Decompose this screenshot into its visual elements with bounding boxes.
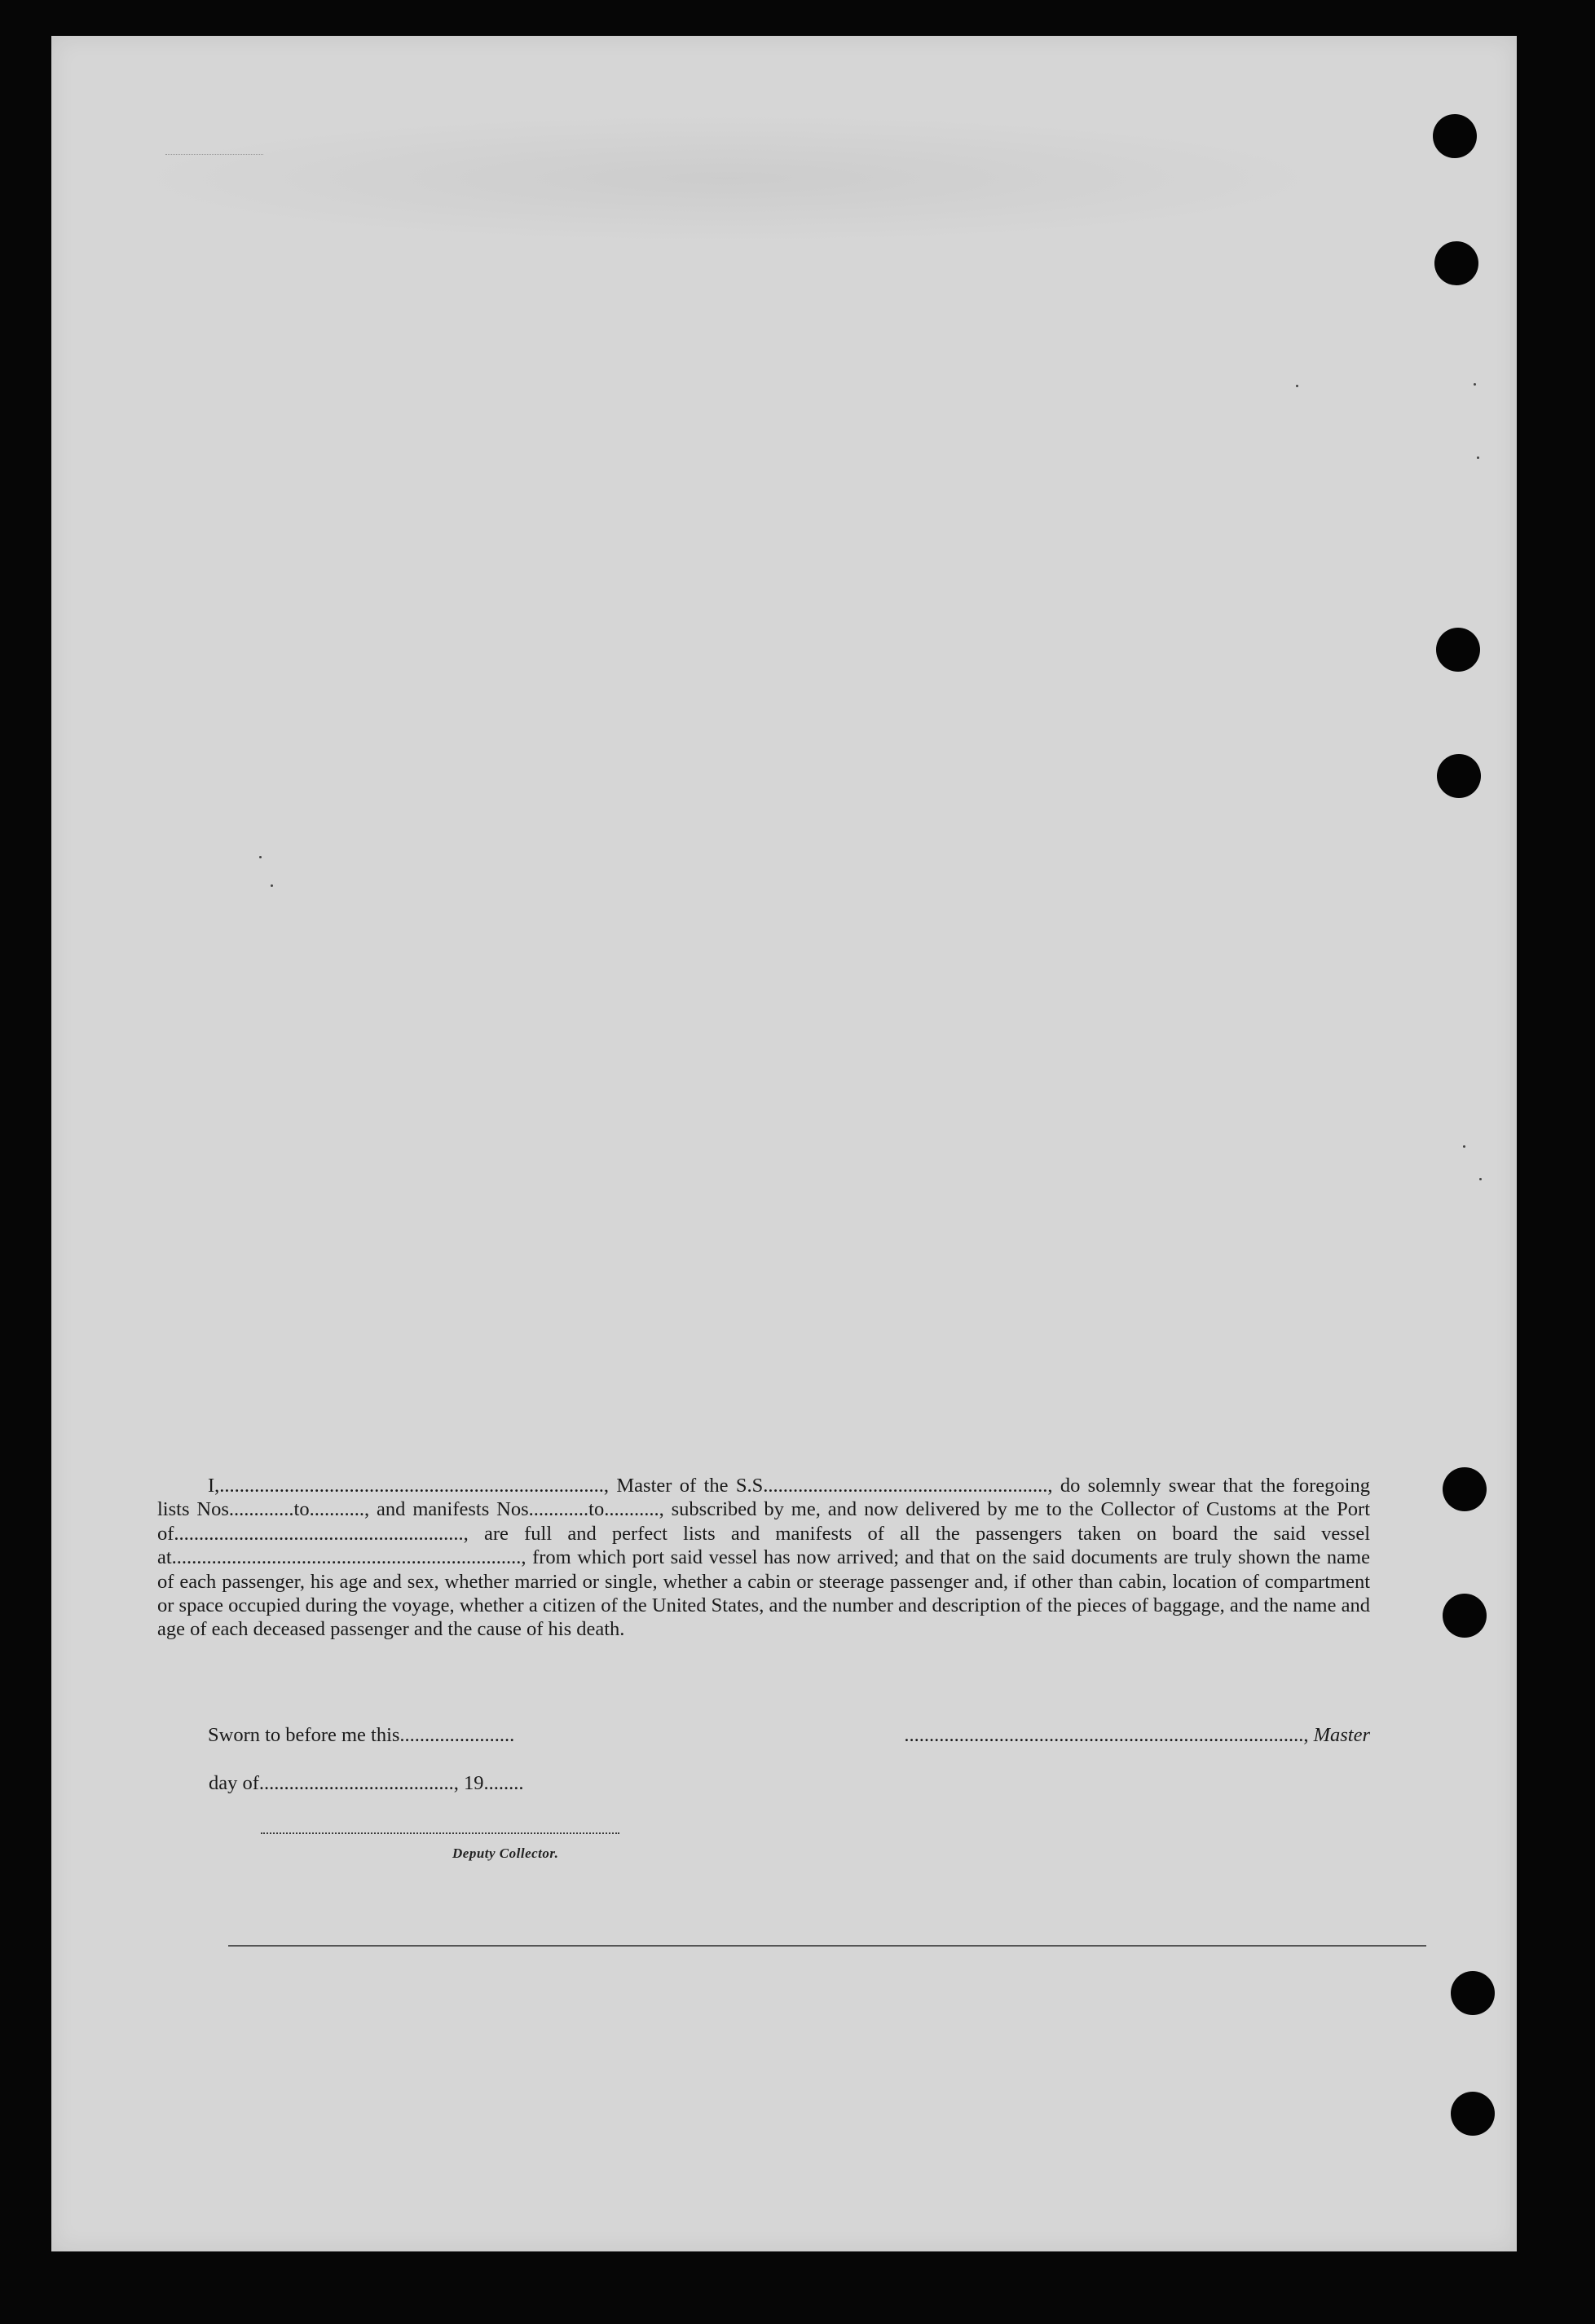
speck [1474, 383, 1476, 386]
speck [259, 856, 262, 858]
speck [1477, 456, 1479, 459]
punch-hole [1451, 2092, 1495, 2136]
speck [1463, 1145, 1465, 1148]
deputy-collector-label: Deputy Collector. [452, 1846, 559, 1861]
oath-text: I,............................................................................., Master of the S.S........................................................., do solemnly swear that the foregoing lists Nos.............to..........., and manifests Nos............to..........., subscribed by me, and now delivered by me to the Collector of Customs at the Port of.........................................................., are full and perfect lists and manifests of all the passengers taken on board the said vessel at......................................................................, from which port said vessel has now arrived; and that on the said documents are truly shown the name of each passenger, his age and sex, whether married or single, whether a cabin or steerage passenger and, if other than cabin, location of compartment or space occupied during the voyage, whether a citizen of the United States, and the number and description of the pieces of baggage, and the name and age of each deceased passenger and the cause of his death. [157, 1475, 1370, 1641]
bleed-through-marks [165, 154, 263, 155]
bottom-rule [228, 1945, 1426, 1947]
punch-hole [1443, 1467, 1487, 1511]
master-dotted-line: ................................................................................, [904, 1724, 1309, 1746]
punch-hole [1451, 1971, 1495, 2015]
punch-hole [1434, 241, 1478, 285]
deputy-signature-line [261, 1832, 619, 1834]
speck [271, 884, 273, 887]
day-of-line: day of......................................., 19........ [209, 1772, 524, 1794]
punch-hole [1433, 114, 1477, 158]
master-signature-line [904, 1724, 1370, 1747]
speck [1296, 385, 1298, 387]
punch-hole [1437, 754, 1481, 798]
sworn-before-text: Sworn to before me this....................... [208, 1724, 515, 1746]
speck [1479, 1178, 1482, 1180]
oath-paragraph [157, 1474, 1370, 1642]
master-label: Master [1313, 1724, 1370, 1746]
manifest-page [51, 36, 1517, 2251]
punch-hole [1443, 1594, 1487, 1638]
punch-hole [1436, 628, 1480, 672]
